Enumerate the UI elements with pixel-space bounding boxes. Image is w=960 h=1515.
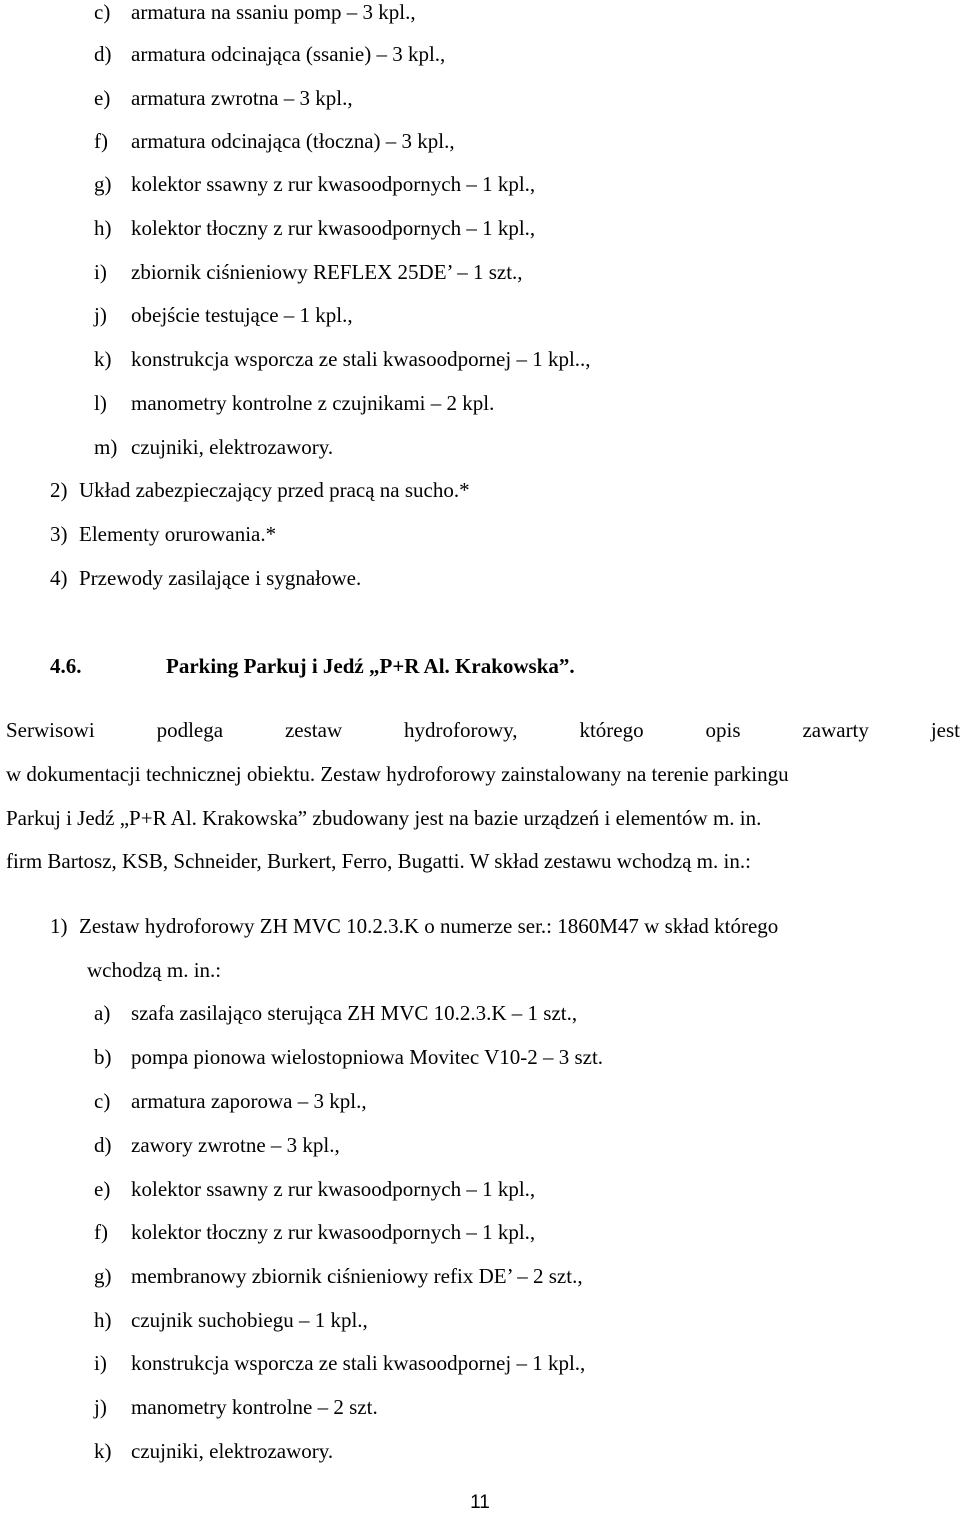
- list-item-label: k): [94, 347, 112, 371]
- list-item-label: a): [94, 1001, 111, 1025]
- list-item-label: d): [94, 1133, 112, 1157]
- paragraph-word: Serwisowi: [6, 718, 95, 742]
- paragraph-word: opis: [705, 718, 741, 742]
- list-item: konstrukcja wsporcza ze stali kwasoodpornej – 1 kpl..,: [131, 347, 591, 371]
- list-item-label: j): [94, 303, 107, 327]
- list-item-label: i): [94, 1351, 107, 1375]
- paragraph-word: zestaw: [284, 718, 343, 742]
- list-item-label: e): [94, 1177, 111, 1201]
- list-item: kolektor ssawny z rur kwasoodpornych – 1 kpl.,: [131, 1177, 536, 1201]
- list-item: kolektor tłoczny z rur kwasoodpornych – 1 kpl.,: [131, 216, 536, 240]
- paragraph-line: firm Bartosz, KSB, Schneider, Burkert, Ferro, Bugatti. W skład zestawu wchodzą m. in.:: [6, 849, 751, 873]
- paragraph-first-line: [6, 718, 960, 742]
- list-item-label: c): [94, 1089, 111, 1113]
- list-item-label: b): [94, 1045, 112, 1069]
- list-item: armatura zaporowa – 3 kpl.,: [131, 1089, 367, 1113]
- list-item-label: h): [94, 1308, 112, 1332]
- list-item-label: g): [94, 1264, 112, 1288]
- numbered-item-label: 4): [50, 566, 68, 590]
- page-number: 11: [470, 1492, 490, 1513]
- list-item: manometry kontrolne z czujnikami – 2 kpl.: [131, 391, 495, 415]
- list-item: armatura zwrotna – 3 kpl.,: [131, 86, 353, 110]
- list-item: szafa zasilająco sterująca ZH MVC 10.2.3.K – 1 szt.,: [131, 1001, 578, 1025]
- numbered-item: Układ zabezpieczający przed pracą na sucho.*: [79, 478, 470, 502]
- list-item: konstrukcja wsporcza ze stali kwasoodpornej – 1 kpl.,: [131, 1351, 586, 1375]
- list-item: armatura odcinająca (ssanie) – 3 kpl.,: [131, 42, 446, 66]
- paragraph-line: Parkuj i Jedź „P+R Al. Krakowska” zbudowany jest na bazie urządzeń i elementów m. in.: [6, 806, 762, 830]
- list-item: czujnik suchobiegu – 1 kpl.,: [131, 1308, 368, 1332]
- list-item-label: l): [94, 391, 107, 415]
- list-item-label: h): [94, 216, 112, 240]
- paragraph-word: którego: [579, 718, 644, 742]
- section-title: Parking Parkuj i Jedź „P+R Al. Krakowska”.: [166, 654, 575, 678]
- list-item-label: g): [94, 172, 112, 196]
- list-item: kolektor ssawny z rur kwasoodpornych – 1 kpl.,: [131, 172, 536, 196]
- numbered-item-continuation: wchodzą m. in.:: [87, 958, 222, 982]
- list-item: armatura odcinająca (tłoczna) – 3 kpl.,: [131, 129, 455, 153]
- list-item: membranowy zbiornik ciśnieniowy refix DE’ – 2 szt.,: [131, 1264, 583, 1288]
- list-item: pompa pionowa wielostopniowa Movitec V10-2 – 3 szt.: [131, 1045, 604, 1069]
- paragraph-word: jest: [930, 718, 960, 742]
- section-number: 4.6.: [50, 654, 82, 678]
- list-item-label: k): [94, 1439, 112, 1463]
- list-item: czujniki, elektrozawory.: [131, 435, 334, 459]
- list-item: czujniki, elektrozawory.: [131, 1439, 334, 1463]
- list-item-label: m): [94, 435, 118, 459]
- paragraph-word: zawarty: [802, 718, 869, 742]
- list-item-label: i): [94, 260, 107, 284]
- list-item: obejście testujące – 1 kpl.,: [131, 303, 353, 327]
- numbered-item-label: 1): [50, 914, 68, 938]
- paragraph-word: hydroforowy,: [404, 718, 518, 742]
- list-item: armatura na ssaniu pomp – 3 kpl.,: [131, 0, 416, 24]
- paragraph-word: podlega: [156, 718, 224, 742]
- numbered-item-label: 3): [50, 522, 68, 546]
- list-item: zbiornik ciśnieniowy REFLEX 25DE’ – 1 szt.,: [131, 260, 523, 284]
- list-item: zawory zwrotne – 3 kpl.,: [131, 1133, 340, 1157]
- paragraph-line: w dokumentacji technicznej obiektu. Zestaw hydroforowy zainstalowany na terenie parkingu: [6, 762, 789, 786]
- numbered-item-label: 2): [50, 478, 68, 502]
- list-item-label: c): [94, 0, 111, 24]
- list-item-label: f): [94, 129, 108, 153]
- list-item-label: j): [94, 1395, 107, 1419]
- list-item-label: e): [94, 86, 111, 110]
- list-item-label: f): [94, 1220, 108, 1244]
- list-item: kolektor tłoczny z rur kwasoodpornych – 1 kpl.,: [131, 1220, 536, 1244]
- numbered-item: Przewody zasilające i sygnałowe.: [79, 566, 362, 590]
- list-item-label: d): [94, 42, 112, 66]
- list-item: manometry kontrolne – 2 szt.: [131, 1395, 378, 1419]
- numbered-item: Zestaw hydroforowy ZH MVC 10.2.3.K o numerze ser.: 1860M47 w skład którego: [79, 914, 779, 938]
- numbered-item: Elementy orurowania.*: [79, 522, 277, 546]
